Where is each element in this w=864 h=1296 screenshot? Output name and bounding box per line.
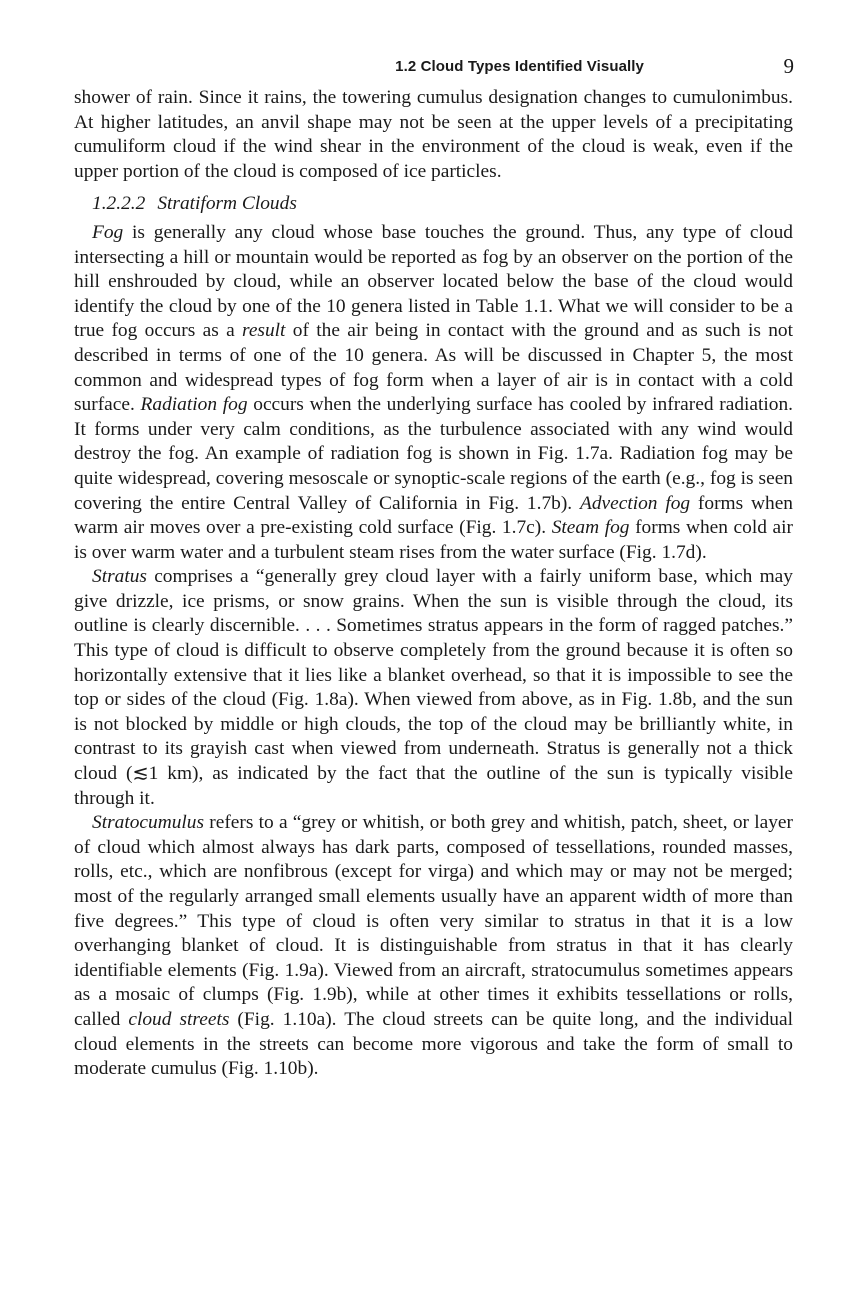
body-text [74, 86, 793, 1082]
paragraph-stratus [74, 565, 793, 811]
paragraph-fog [74, 221, 793, 565]
text-run: forms when warm air moves over a pre-existing cold surface (Fig. 1.7c). [74, 492, 793, 539]
paragraph-stratocumulus [74, 811, 793, 1082]
term-fog: Fog [92, 221, 124, 243]
paragraph-continuation: shower of rain. Since it rains, the towering cumulus designation changes to cumulonimbus. At higher latitudes, an anvil shape may not be seen at the upper levels of a precipitating cumuliform cloud if the wind shear in the environment of the cloud is weak, even if the upper portion of the cloud is composed of ice particles. [74, 87, 793, 182]
subsection-number: 1.2.2.2 [92, 193, 146, 215]
subsection-heading [74, 192, 793, 217]
text-run: refers to a “grey or whitish, or both grey and whitish, patch, sheet, or layer of cloud which almost always has dark parts, composed of tessellations, rounded masses, rolls, etc., which are nonfibrous (except for virga) and which may or may not be merged; most of the regularly arranged small elements usually have an apparent width of more than five degrees.” This type of cloud is often very similar to stratus in that it is a low overhanging blanket of cloud. It is distinguishable from stratus in that it has clearly identifiable elements (Fig. 1.9a). Viewed from an aircraft, stratocumulus sometimes appears as a mosaic of clumps (Fig. 1.9b), while at other times it exhibits tessellations or rolls, called [74, 812, 793, 1030]
page-number: 9 [783, 54, 794, 78]
term-cloud-streets: cloud streets [128, 1008, 230, 1030]
text-run: (Fig. 1.10a). The cloud streets can be quite long, and the individual cloud elements in the streets can become more vigorous and take the form of small to moderate cumulus (Fig. 1.10b). [74, 1008, 793, 1080]
term-advection-fog: Advection fog [579, 492, 691, 514]
term-result: result [242, 320, 286, 342]
subsection-title: Stratiform Clouds [157, 193, 297, 215]
term-radiation-fog: Radiation fog [140, 394, 248, 416]
term-stratus: Stratus [92, 566, 147, 588]
text-run: is generally any cloud whose base touches the ground. Thus, any type of cloud intersecting a hill or mountain would be reported as fog by an observer on the portion of the hill enshrouded by cloud, while an observer located below the base of the cloud would identify the cloud by one of the 10 genera listed in Table 1.1. What we will consider to be a true fog occurs as a [74, 221, 793, 342]
text-run: forms when cold air is over warm water and a turbulent steam rises from the water surface (Fig. 1.7d). [74, 517, 794, 563]
text-run: comprises a “generally grey cloud layer with a fairly uniform base, which may give drizzle, ice prisms, or snow grains. When the sun is visible through the cloud, its outline is clearly discernible. . . . Sometimes stratus appears in the form of ragged patches.” This type of cloud is difficult to observe completely from the ground because it is often so horizontally extensive that it lies like a blanket overhead, so that it is impossible to see the top or sides of the cloud (Fig. 1.8a). When viewed from above, as in Fig. 1.8b, and the sun is not blocked by middle or high clouds, the top of the cloud may be brilliantly white, in contrast to its grayish cast when viewed from underneath. Stratus is generally not a thick cloud (≲1 km), as indicated by the fact that the outline of the sun is typically visible through it. [74, 566, 793, 809]
section-title: 1.2 Cloud Types Identified Visually [395, 58, 644, 75]
term-steam-fog: Steam fog [551, 517, 630, 539]
text-run: of the air being in contact with the ground and as such is not described in terms of one of the 10 genera. As will be discussed in Chapter 5, the most common and widespread types of fog form when a layer of air is in contact with a cold surface. [74, 320, 793, 416]
text-run: occurs when the underlying surface has cooled by infrared radiation. It forms under very calm conditions, as the turbulence associated with any wind would destroy the fog. An example of radiation fog is shown in Fig. 1.7a. Radiation fog may be quite widespread, covering mesoscale or synoptic-scale regions of the earth (e.g., fog is seen covering the entire Central Valley of California in Fig. 1.7b). [74, 394, 794, 514]
term-stratocumulus: Stratocumulus [92, 812, 205, 834]
running-head [70, 56, 794, 78]
